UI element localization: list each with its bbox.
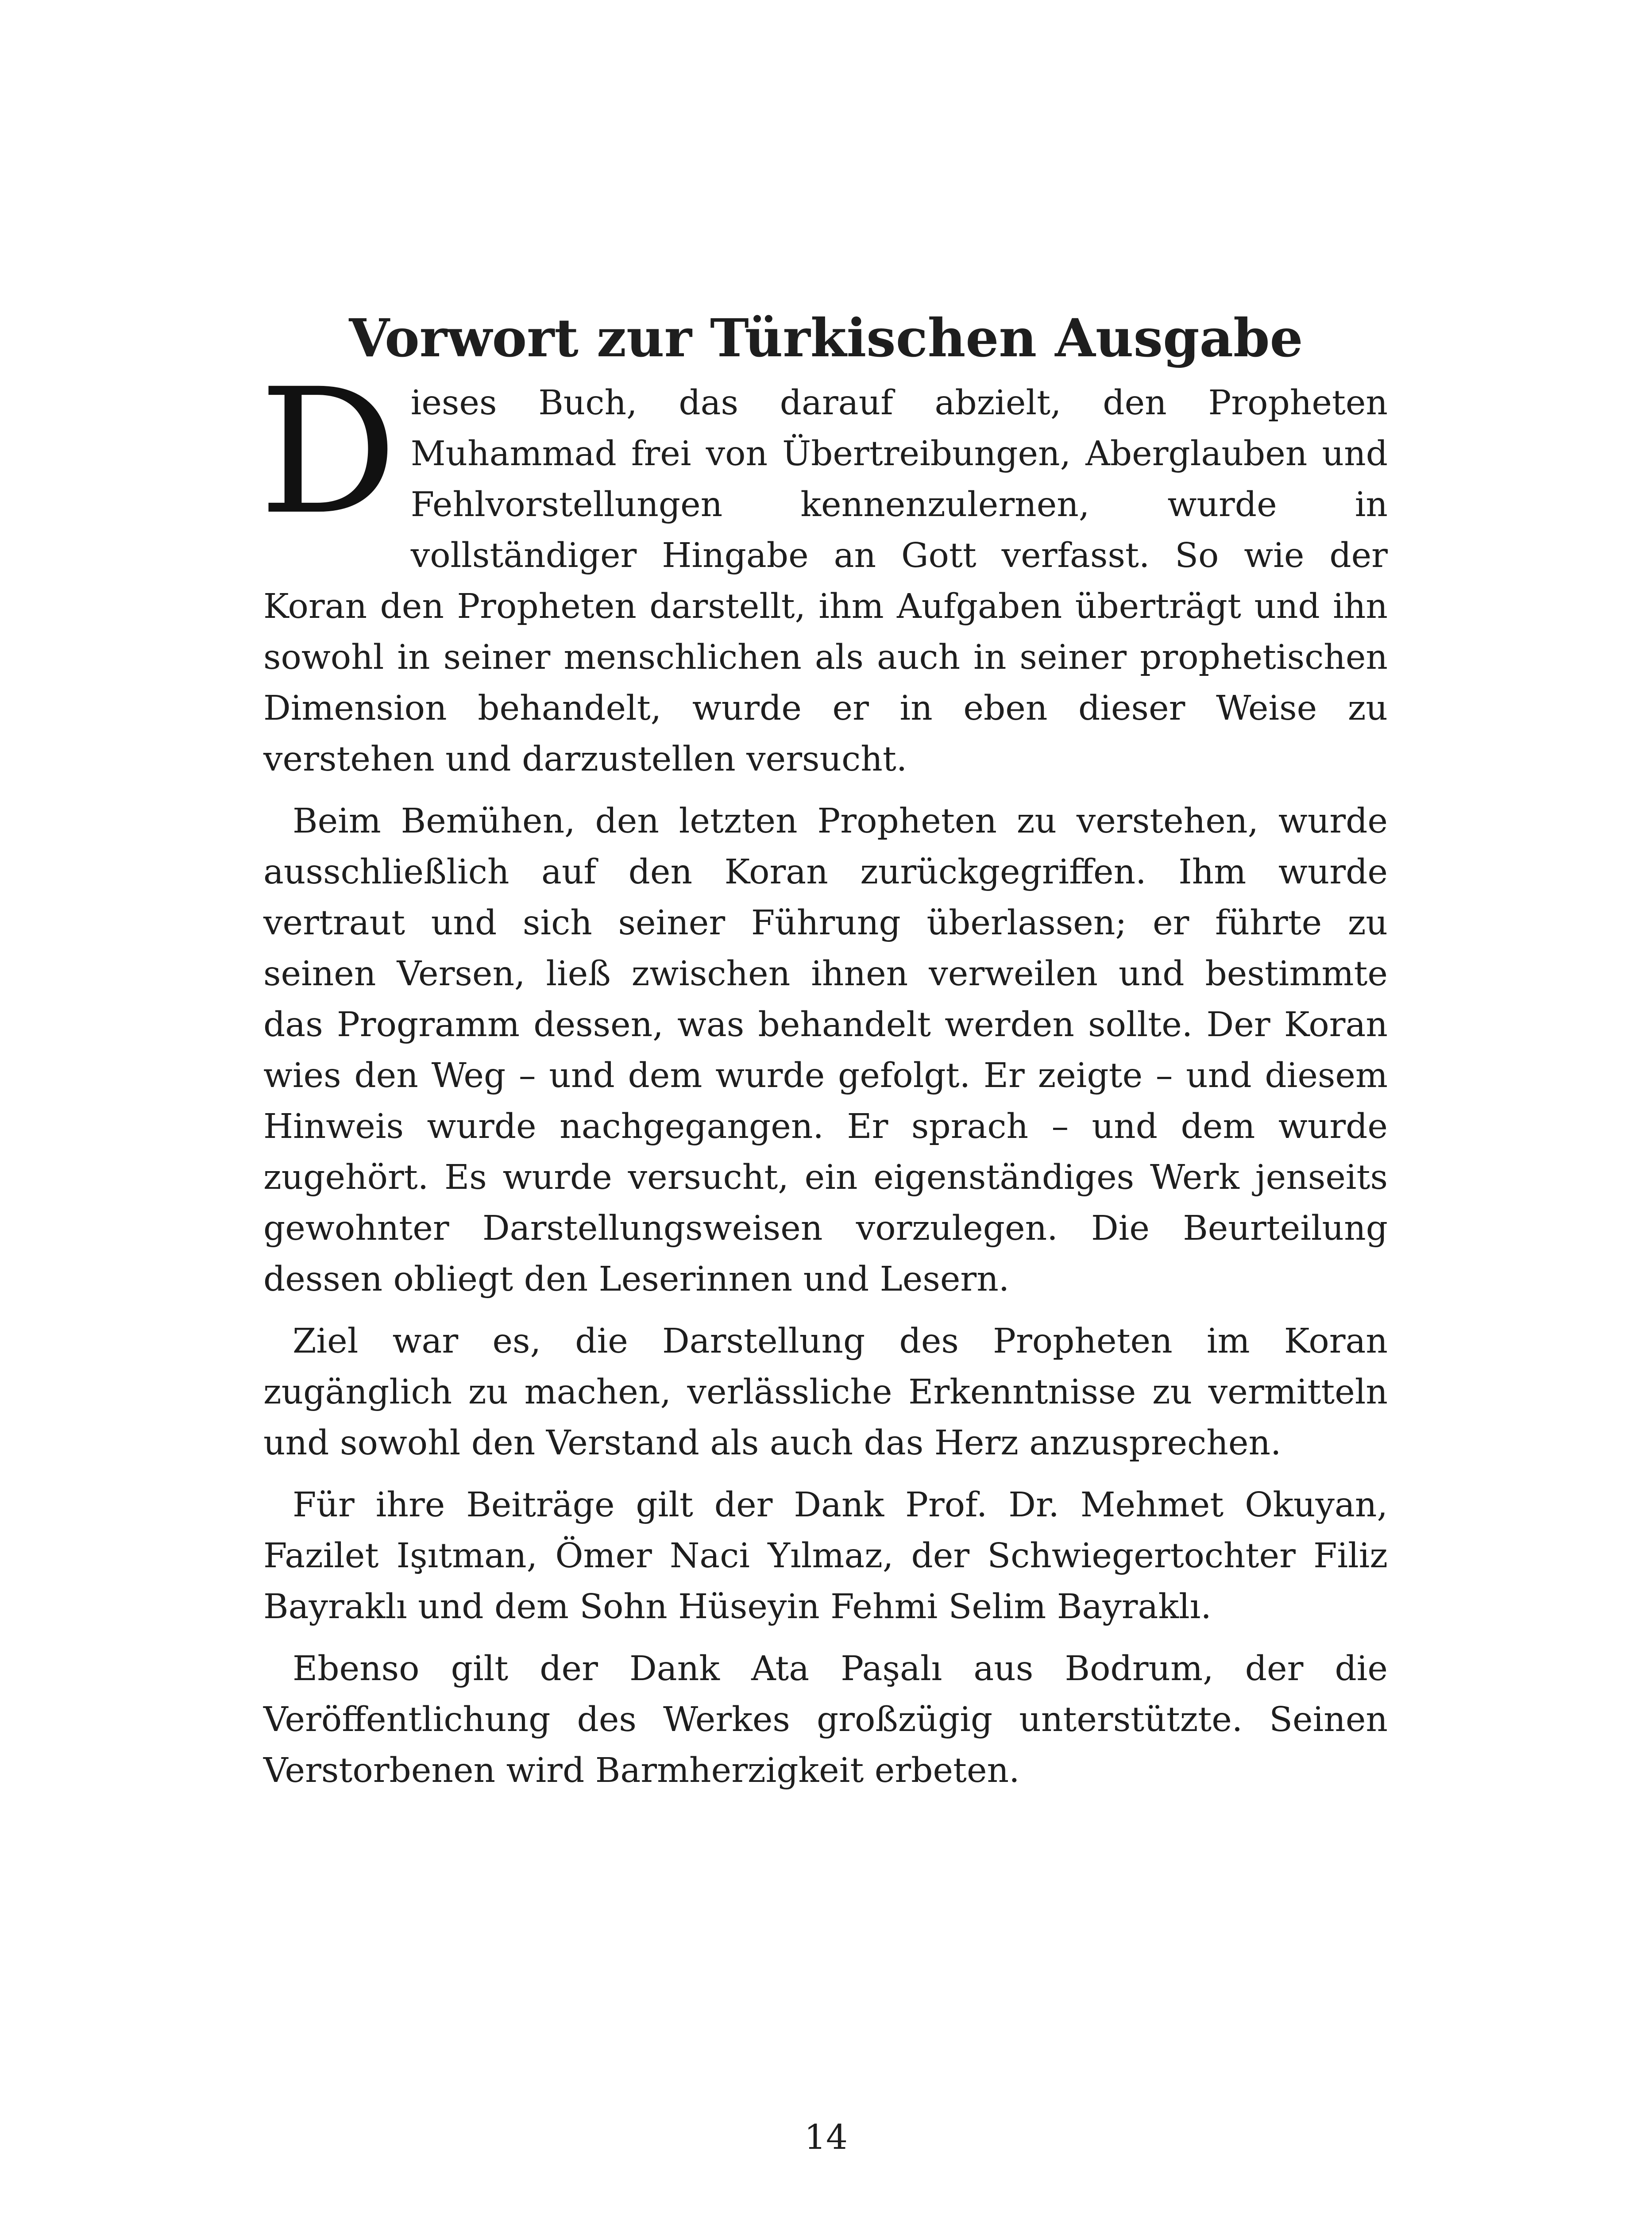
paragraph-3: Ziel war es, die Darstellung des Propheten im Koran zugänglich zu machen, verlässliche Erkenntnisse zu vermitteln und sowohl den Verstand als auch das Herz anzusprechen. [263, 1322, 1388, 1463]
paragraph-1-text: ieses Buch, das darauf abzielt, den Propheten Muhammad frei von Übertreibungen, Aberglauben und Fehlvorstellungen kennenzulernen, wurde in vollständiger Hingabe an Gott verfasst. So wie der Koran den Propheten darstellt, ihm Aufgaben überträgt und ihn sowohl in seiner menschlichen als auch in seiner prophetischen Dimension behandelt, wurde er in eben dieser Weise zu verstehen und darzustellen versucht. [263, 383, 1388, 779]
page-title: Vorwort zur Türkischen Ausgabe [349, 307, 1303, 369]
paragraph-5: Ebenso gilt der Dank Ata Paşalı aus Bodrum, der die Veröffentlichung des Werkes großzügig unterstützte. Seinen Verstorbenen wird Barmherzigkeit erbeten. [263, 1649, 1388, 1790]
body-text [259, 351, 1388, 1796]
paragraph-2: Beim Bemühen, den letzten Propheten zu verstehen, wurde ausschließlich auf den Koran zurückgegriffen. Ihm wurde vertraut und sich seiner Führung überlassen; er führte zu seinen Versen, ließ zwischen ihnen verweilen und bestimmte das Programm dessen, was behandelt werden sollte. Der Koran wies den Weg – und dem wurde gefolgt. Er zeigte – und diesem Hinweis wurde nachgegangen. Er sprach – und dem wurde zugehört. Es wurde versucht, ein eigenständiges Werk jenseits gewohnter Darstellungsweisen vorzulegen. Die Beurteilung dessen obliegt den Leserinnen und Lesern. [263, 802, 1388, 1299]
paragraph-4: Für ihre Beiträge gilt der Dank Prof. Dr. Mehmet Okuyan, Fazilet Işıtman, Ömer Naci Yılmaz, der Schwiegertochter Filiz Bayraklı und dem Sohn Hüseyin Fehmi Selim Bayraklı. [263, 1485, 1388, 1627]
paragraph-1 [259, 351, 1388, 785]
page-number: 14 [804, 2118, 848, 2157]
drop-cap: D [259, 351, 398, 552]
